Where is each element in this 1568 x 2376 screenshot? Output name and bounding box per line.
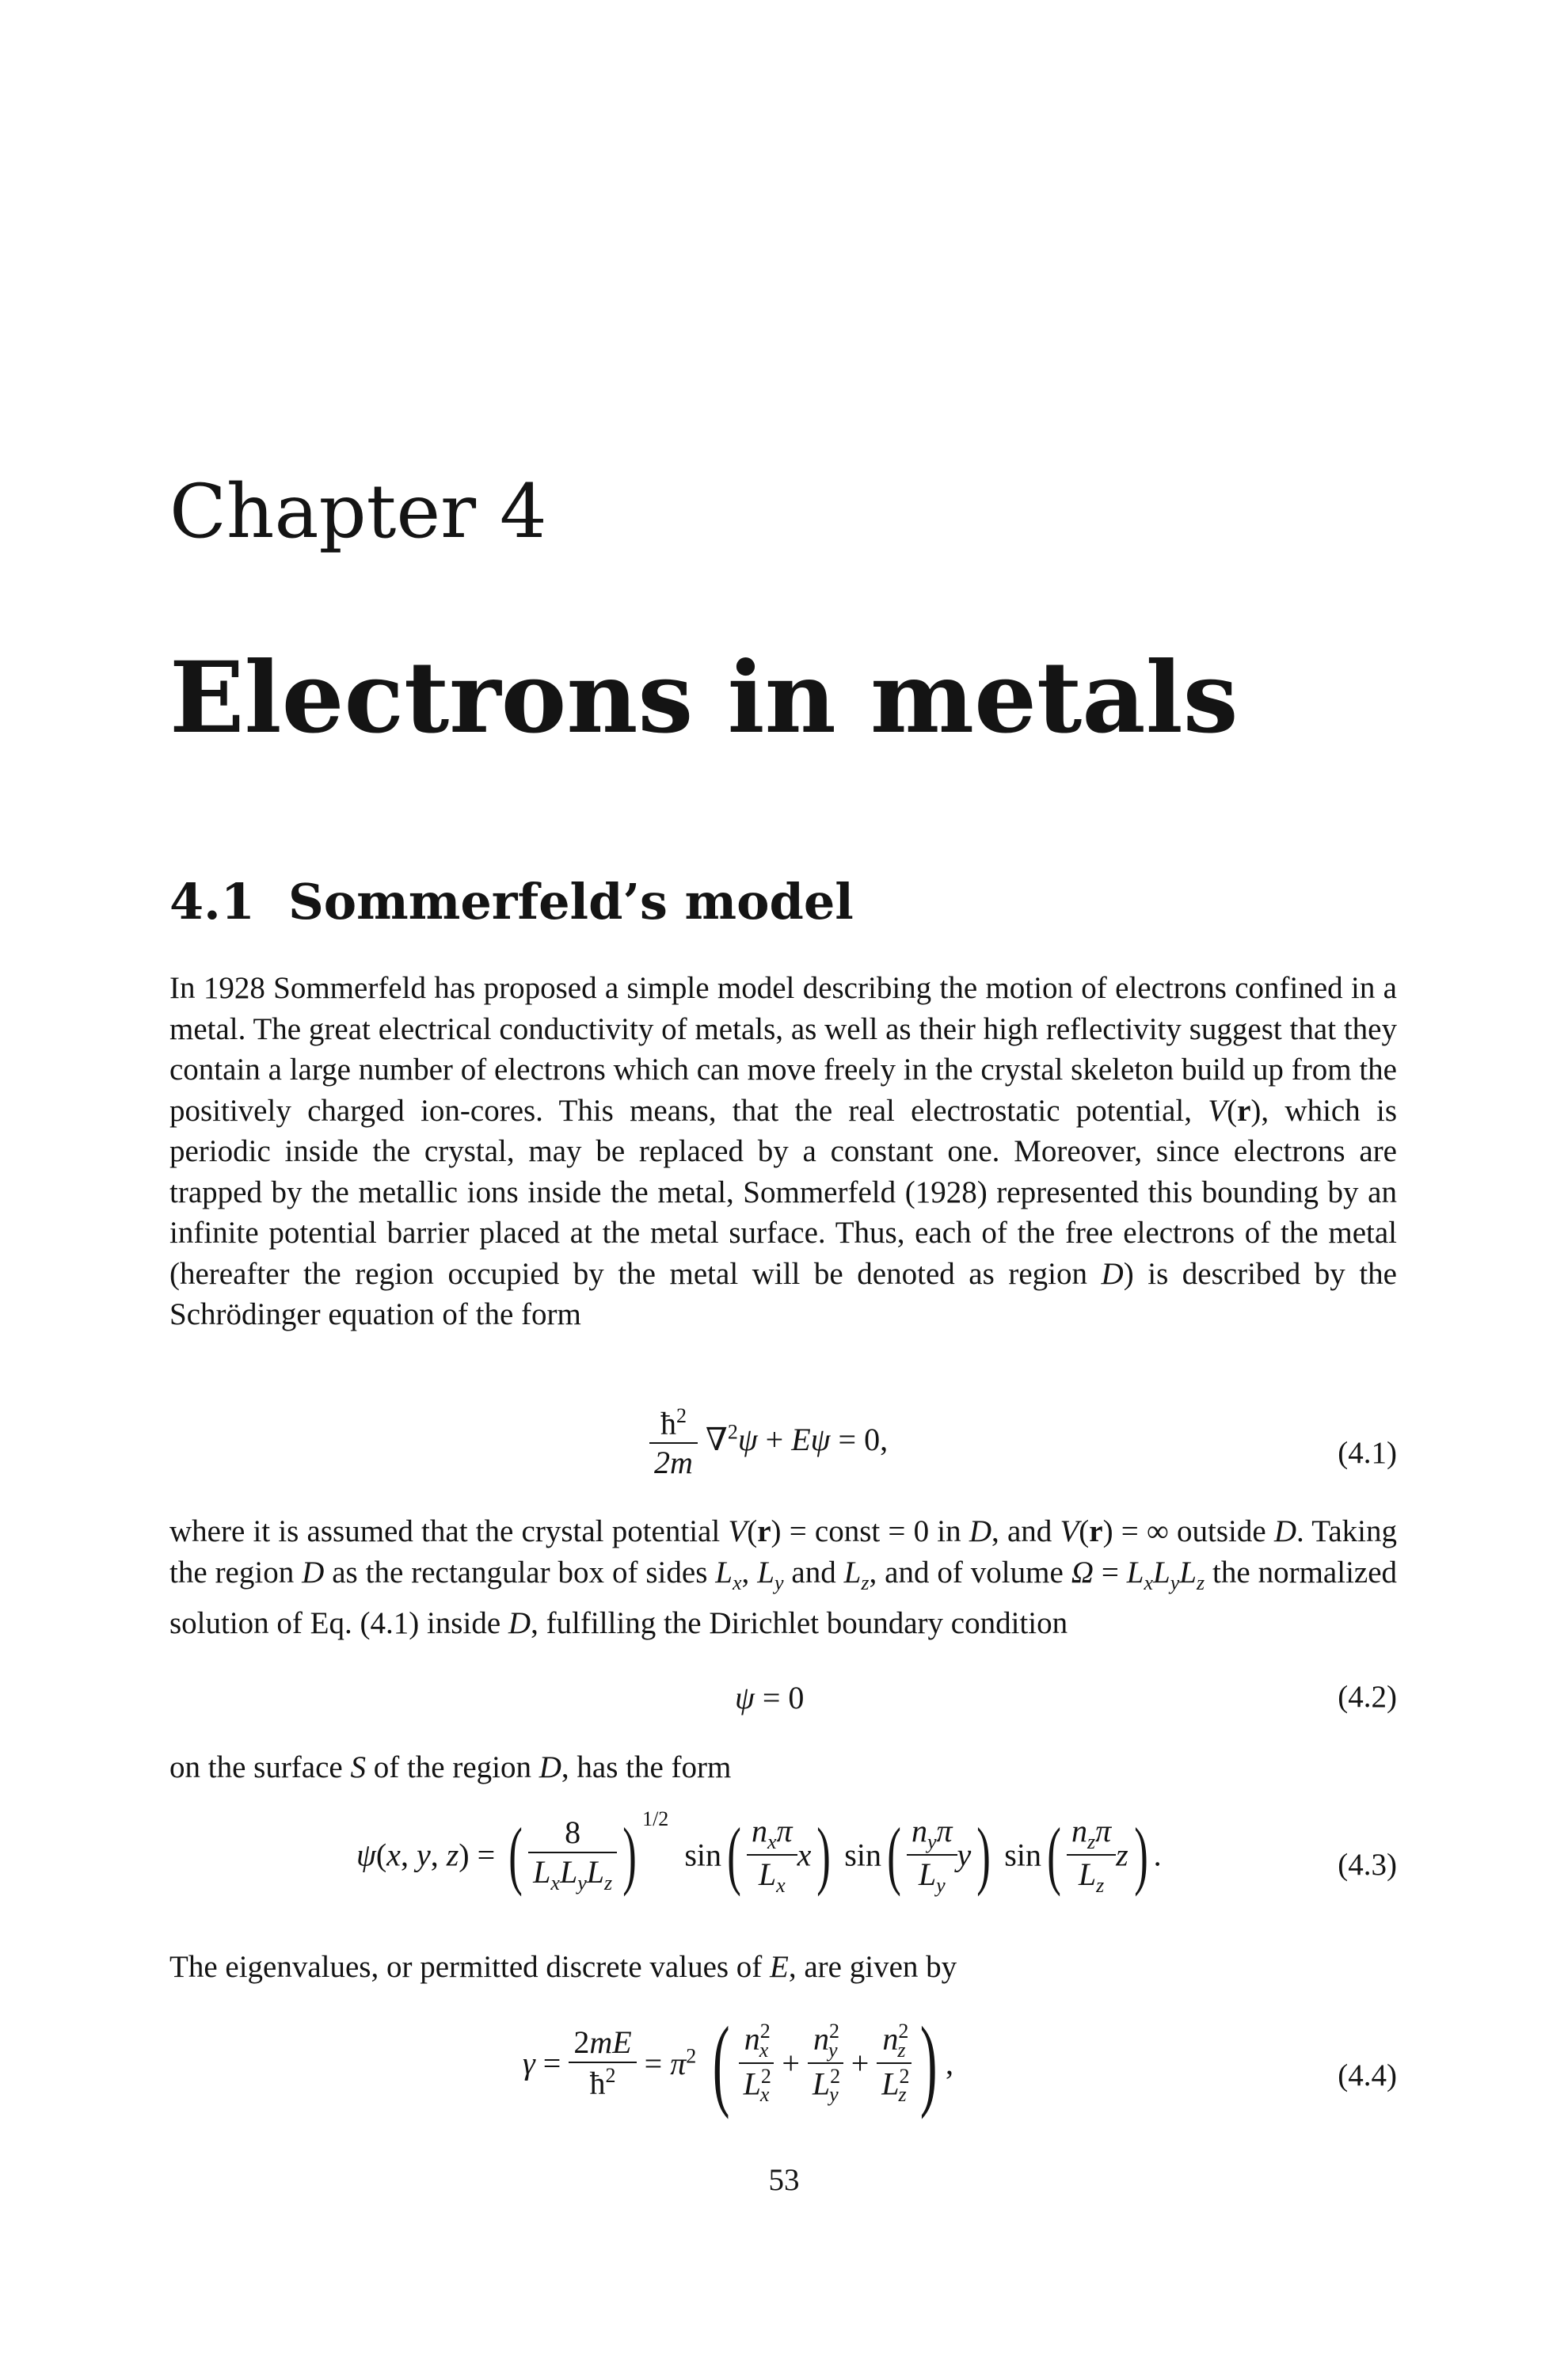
chapter-title: Electrons in metals bbox=[169, 641, 1239, 756]
equation-number: (4.3) bbox=[1338, 1848, 1397, 1882]
equation-4-1: $\frac{ħ^2}{2m}$ ∇$^2$ψ + Eψ = 0, (4.1) bbox=[169, 1403, 1397, 1498]
equation-4-3: ψ(x, y, z) = ( $\frac{8}{L_xL_yL_z}$ ) $^{1/2}$ sin( $\frac{n_x\pi}{L_x}$ x) sin( $\frac{n_y\pi}{L_y}$ y) sin( $\frac{n_z\pi}{L_z}$ z) . (4.3) bbox=[356, 1807, 1397, 1897]
page-number: 53 bbox=[768, 2163, 800, 2197]
hbar-squared-over-2m: $\frac{ħ^2}{2m}$ bbox=[649, 1403, 698, 1482]
equation-4-2: ψ = 0 (4.2) bbox=[735, 1680, 1397, 1715]
paragraph-after-eq1: where it is assumed that the crystal potential V(r) = const = 0 in D, and V(r) = ∞ outside D. Taking the region D as the rectangular box of sides $L_x$, $L_y$ and $L_z$, and of volume $\Omega = L_xL_yL_z$ the normalized solution of Eq. (4.1) inside D, fulfilling the Dirichlet boundary condition bbox=[169, 1514, 1398, 1640]
equation-number: (4.4) bbox=[1338, 2058, 1397, 2092]
paragraph-after-eq3: The eigenvalues, or permitted discrete values of E, are given by bbox=[169, 1950, 957, 1984]
chapter-label: Chapter 4 bbox=[169, 469, 547, 555]
section-title: Sommerfeld’s model bbox=[288, 873, 854, 931]
equation-number: (4.2) bbox=[1338, 1680, 1397, 1714]
paragraph-after-eq2: on the surface S of the region D, has the form bbox=[169, 1750, 732, 1784]
equation-4-4: γ = $\frac{2mE}{ħ^2}$ = $\pi^2$ ( $\frac{n^2_x}{L^2_x}$ + $\frac{n^2_y}{L^2_y}$ + $\frac{n^2_z}{L^2_z}$ ) , (4.4) bbox=[523, 2006, 1397, 2120]
section-heading bbox=[169, 873, 854, 931]
section-number: 4.1 bbox=[169, 873, 255, 931]
intro-paragraph: In 1928 Sommerfeld has proposed a simple model describing the motion of electrons confined in a metal. The great electrical conductivity of metals, as well as their high reflectivity suggest that they contain a large number of electrons which can move freely in the crystal skeleton build up from the positively charged ion-cores. This means, that the real electrostatic potential, V(r), which is periodic inside the crystal, may be replaced by a constant one. Moreover, since electrons are trapped by the metallic ions inside the metal, Sommerfeld (1928) represented this bounding by an infinite potential barrier placed at the metal surface. Thus, each of the free electrons of the metal (hereafter the region occupied by the metal will be denoted as region D) is described by the Schrödinger equation of the form bbox=[169, 971, 1397, 1331]
equation-number: (4.1) bbox=[1338, 1436, 1397, 1470]
